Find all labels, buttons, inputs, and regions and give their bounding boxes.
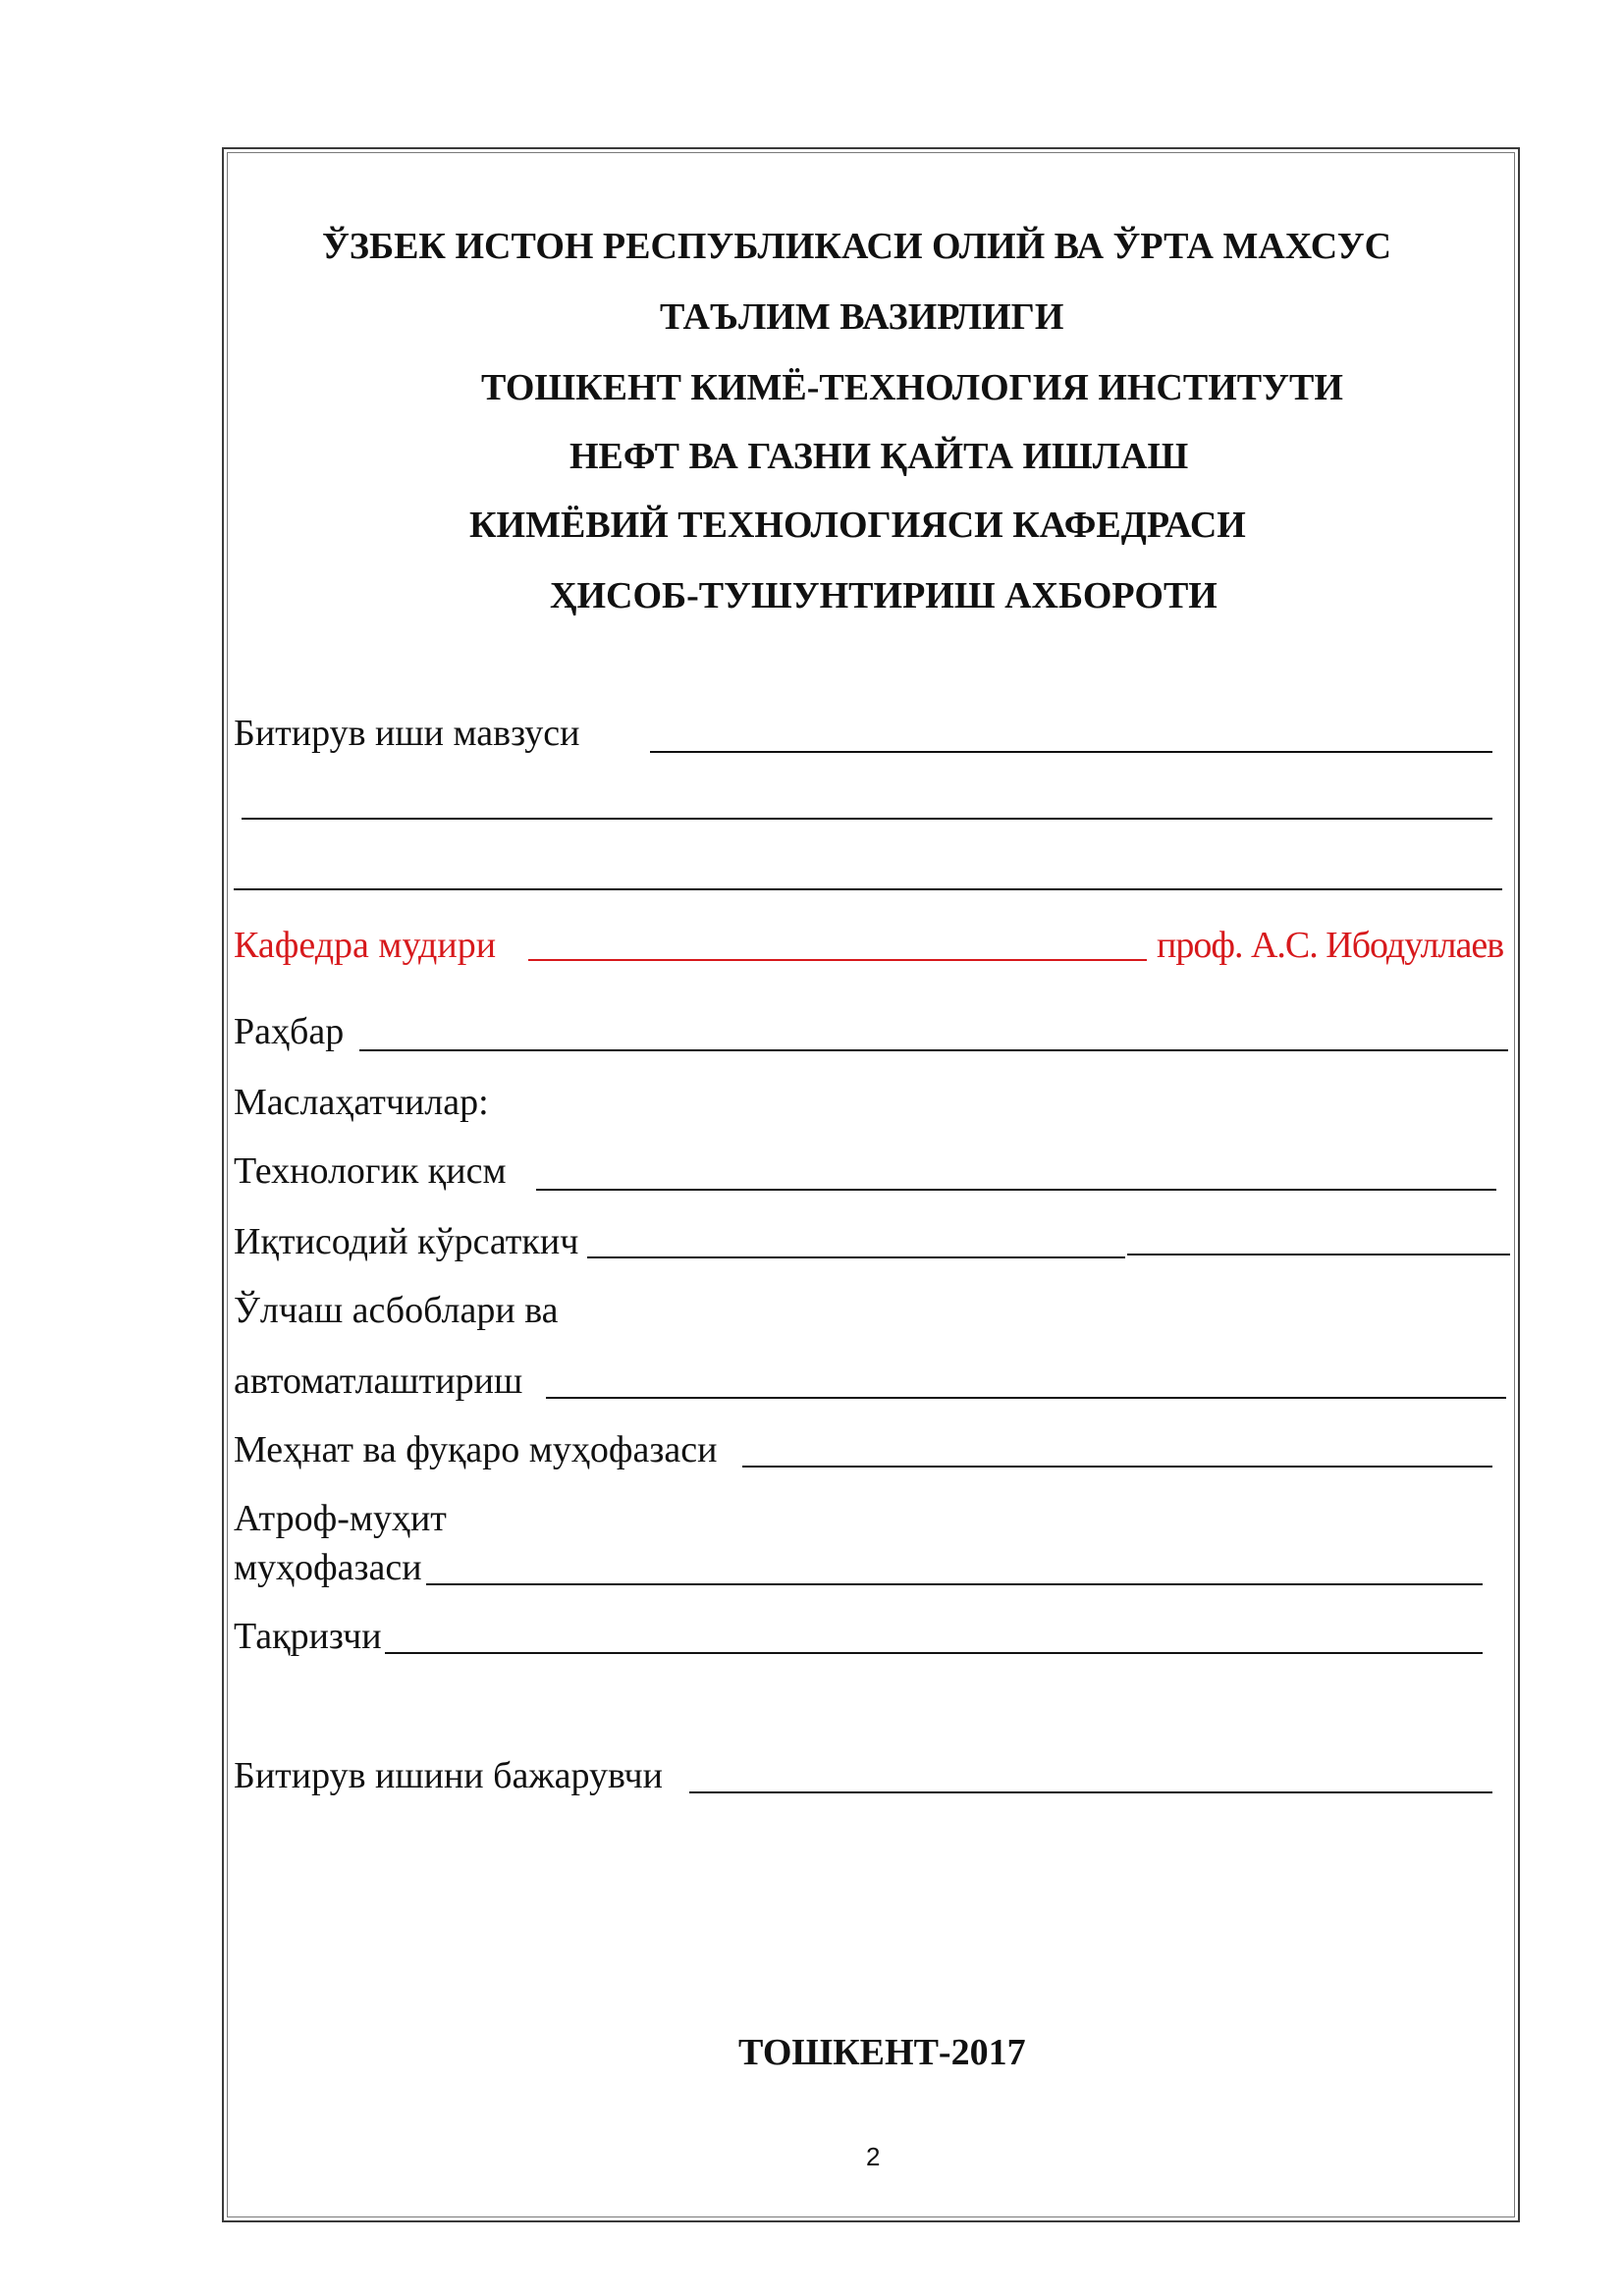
performer-blank-line[interactable] [689,1791,1492,1793]
economics-blank-line-1[interactable] [587,1256,1125,1258]
department-head-signature-line[interactable] [528,959,1147,961]
institute-title: ТОШКЕНТ КИМЁ-ТЕХНОЛОГИЯ ИНСТИТУТИ [481,367,1343,408]
supervisor-blank-line[interactable] [359,1049,1508,1051]
city-year: ТОШКЕНТ-2017 [738,2032,1026,2073]
department-title-line-2: КИМЁВИЙ ТЕХНОЛОГИЯСИ КАФЕДРАСИ [469,505,1246,546]
topic-blank-line-2[interactable] [242,818,1492,820]
ministry-title-line-2: ТАЪЛИМ ВАЗИРЛИГИ [660,296,1064,338]
instruments-blank-line[interactable] [546,1397,1506,1399]
performer-label: Битирув ишини бажарувчи [234,1755,663,1796]
ministry-title-line-1: ЎЗБЕК ИСТОН РЕСПУБЛИКАСИ ОЛИЙ ВА ЎРТА МАХСУС [322,226,1392,267]
instruments-label-line-1: Ўлчаш асбоблари ва [234,1290,559,1331]
economics-label: Иқтисодий кўрсаткич [234,1221,579,1262]
document-title: ҲИСОБ-ТУШУНТИРИШ АХБОРОТИ [550,575,1218,616]
department-title-line-1: НЕФТ ВА ГАЗНИ ҚАЙТА ИШЛАШ [569,436,1189,477]
environment-blank-line[interactable] [426,1583,1483,1585]
reviewer-label: Тақризчи [234,1616,382,1657]
topic-label: Битирув иши мавзуси [234,713,580,754]
economics-blank-line-2[interactable] [1127,1254,1510,1255]
technology-part-blank-line[interactable] [536,1189,1496,1191]
labor-protection-blank-line[interactable] [742,1466,1492,1468]
instruments-label-line-2: автоматлаштириш [234,1361,523,1402]
environment-label-line-1: Атроф-муҳит [234,1498,447,1539]
topic-blank-line-1[interactable] [650,751,1492,753]
supervisor-label: Раҳбар [234,1011,345,1052]
technology-part-label: Технологик қисм [234,1150,507,1192]
consultants-label: Маслаҳатчилар: [234,1082,489,1123]
environment-label-line-2: муҳофазаси [234,1547,422,1588]
department-head-label: Кафедра мудири [234,925,497,966]
topic-blank-line-3[interactable] [234,888,1502,890]
labor-protection-label: Меҳнат ва фуқаро муҳофазаси [234,1429,718,1470]
department-head-name: проф. А.С. Ибодуллаев [1157,925,1504,966]
page-number: 2 [866,2142,881,2171]
reviewer-blank-line[interactable] [385,1652,1483,1654]
